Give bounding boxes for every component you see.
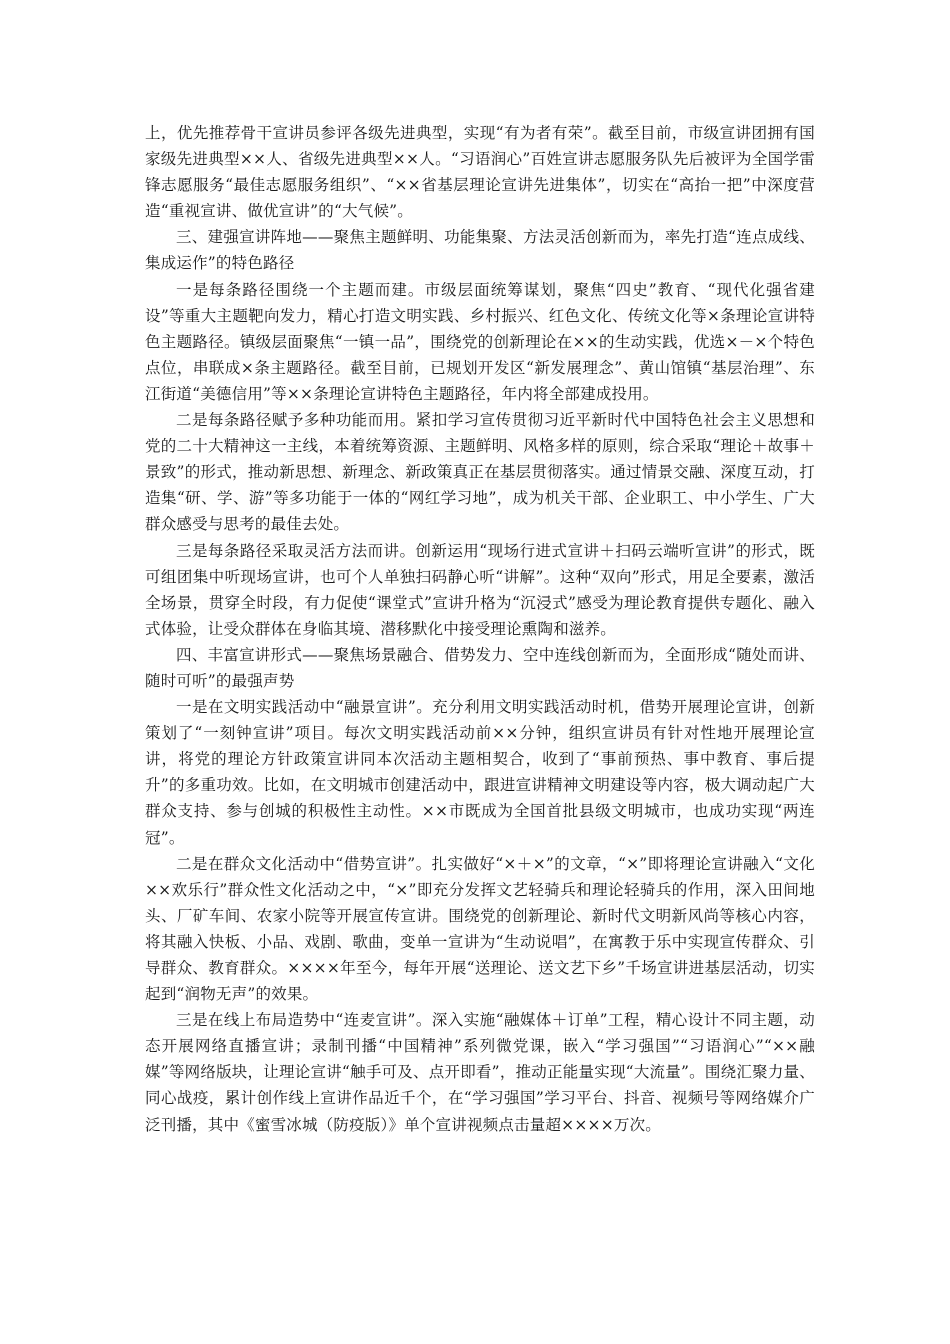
paragraph: 三是在线上布局造势中“连麦宣讲”。深入实施“融媒体＋订单”工程，精心设计不同主题，动态开展网络直播宣讲；录制刊播“中国精神”系列微党课，嵌入“学习强国”“习语润心”“××融媒”等网络版块，让理论宣讲“触手可及、点开即看”，推动正能量实现“大流量”。围绕汇聚力量、同心战疫，累计创作线上宣讲作品近千个，在“学习强国”学习平台、抖音、视频号等网络媒介广泛刊播，其中《蜜雪冰城（防疫版）》单个宣讲视频点击量超××××万次。 bbox=[145, 1011, 815, 1134]
section-heading-3: 三、建强宣讲阵地——聚焦主题鲜明、功能集聚、方法灵活创新而为，率先打造“连点成线、集成运作”的特色路径 bbox=[145, 228, 815, 273]
section-heading-4: 四、丰富宣讲形式——聚焦场景融合、借势发力、空中连线创新而为，全面形成“随处而讲、随时可听”的最强声势 bbox=[145, 645, 815, 690]
paragraph: 一是在文明实践活动中“融景宣讲”。充分利用文明实践活动时机，借势开展理论宣讲，创新策划了“一刻钟宣讲”项目。每次文明实践活动前××分钟，组织宣讲员有针对性地开展理论宣讲，将党的理论方针政策宣讲同本次活动主题相契合，收到了“事前预热、事中教育、事后提升”的多重功效。比如，在文明城市创建活动中，跟进宣讲精神文明建设等内容，极大调动起广大群众支持、参与创城的积极性主动性。××市既成为全国首批县级文明城市，也成功实现“两连冠”。 bbox=[145, 698, 815, 847]
paragraph: 三是每条路径采取灵活方法而讲。创新运用“现场行进式宣讲＋扫码云端听宣讲”的形式，既可组团集中听现场宣讲，也可个人单独扫码静心听“讲解”。这种“双向”形式，用足全要素，激活全场景，贯穿全时段，有力促使“课堂式”宣讲升格为“沉浸式”感受为理论教育提供专题化、融入式体验，让受众群体在身临其境、潜移默化中接受理论熏陶和滋养。 bbox=[145, 541, 815, 638]
paragraph: 一是每条路径围绕一个主题而建。市级层面统筹谋划，聚焦“四史”教育、“现代化强省建设”等重大主题靶向发力，精心打造文明实践、乡村振兴、红色文化、传统文化等×条理论宣讲特色主题路径。镇级层面聚焦“一镇一品”，围绕党的创新理论在××的生动实践，优选×－×个特色点位，串联成×条主题路径。截至目前，已规划开发区“新发展理念”、黄山馆镇“基层治理”、东江街道“美德信用”等××条理论宣讲特色主题路径，年内将全部建成投用。 bbox=[145, 280, 815, 403]
paragraph: 二是每条路径赋予多种功能而用。紧扣学习宣传贯彻习近平新时代中国特色社会主义思想和党的二十大精神这一主线，本着统筹资源、主题鲜明、风格多样的原则，综合采取“理论＋故事＋景致”的形式，推动新思想、新理念、新政策真正在基层贯彻落实。通过情景交融、深度互动，打造集“研、学、游”等多功能于一体的“网红学习地”，成为机关干部、企业职工、中小学生、广大群众感受与思考的最佳去处。 bbox=[145, 411, 815, 534]
paragraph-continuation: 上，优先推荐骨干宣讲员参评各级先进典型，实现“有为者有荣”。截至目前，市级宣讲团拥有国家级先进典型××人、省级先进典型××人。“习语润心”百姓宣讲志愿服务队先后被评为全国学雷锋志愿服务“最佳志愿服务组织”、“××省基层理论宣讲先进集体”，切实在“高抬一把”中深度营造“重视宣讲、做优宣讲”的“大气候”。 bbox=[145, 124, 815, 221]
document-body bbox=[145, 120, 815, 1138]
paragraph: 二是在群众文化活动中“借势宣讲”。扎实做好“×＋×”的文章，“×”即将理论宣讲融入“文化××欢乐行”群众性文化活动之中，“×”即充分发挥文艺轻骑兵和理论轻骑兵的作用，深入田间地头、厂矿车间、农家小院等开展宣传宣讲。围绕党的创新理论、新时代文明新风尚等核心内容，将其融入快板、小品、戏剧、歌曲，变单一宣讲为“生动说唱”，在寓教于乐中实现宣传群众、引导群众、教育群众。××××年至今，每年开展“送理论、送文艺下乡”千场宣讲进基层活动，切实起到“润物无声”的效果。 bbox=[145, 854, 815, 1004]
